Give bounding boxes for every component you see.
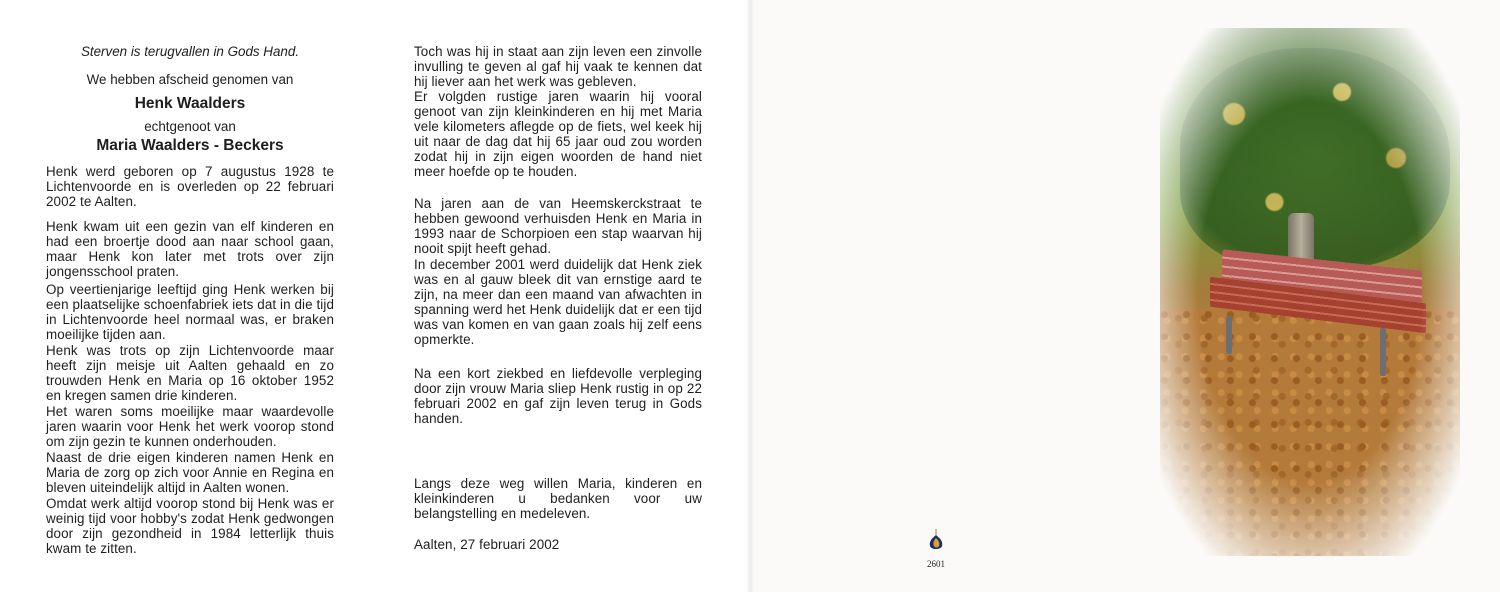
paragraph-retirement: Omdat werk altijd voorop stond bij Henk was er weinig tijd voor hobby's zodat Henk gedwongen door zijn gezondheid in 1984 letterlijk thuis kwam te zitten. (46, 496, 334, 557)
bench-photo (1160, 28, 1460, 556)
catalog-number: 2601 (927, 559, 945, 569)
tree-foliage (1180, 48, 1450, 268)
spouse-name: Maria Waalders - Beckers (96, 137, 284, 154)
bench-leg-right (1380, 328, 1386, 376)
bench-leg-left (1226, 316, 1232, 354)
paragraph-illness: In december 2001 werd duidelijk dat Henk ziek was en al gauw bleek dit van ernstige aard te zijn, na meer dan een maand van afwachten in spanning werd het Henk duidelijk dat er een tijd was van komen en van gaan zoals hij zelf eens opmerkte. (414, 257, 702, 348)
paragraph-meaningful-life: Toch was hij in staat aan zijn leven een zinvolle invulling te geven al gaf hij vaak te kennen dat hij liever aan het werk was gebleven. (414, 44, 702, 90)
photo-vignette (1160, 28, 1460, 556)
paragraph-passing: Na een kort ziekbed en liefdevolle verpleging door zijn vrouw Maria sliep Henk rustig in op 22 februari 2002 en gaf zijn leven terug in Gods handen. (414, 366, 702, 427)
paragraph-family: Henk kwam uit een gezin van elf kinderen en had een broertje dood aan naar school gaan, maar Henk kon later met trots over zijn jongensschool praten. (46, 219, 334, 280)
fallen-leaves (1160, 308, 1460, 556)
paragraph-work: Op veertienjarige leeftijd ging Henk werken bij een plaatselijke schoenfabriek iets dat in die tijd in Lichtenvoorde heel normaal was, er braken moeilijke tijden aan. (46, 282, 334, 343)
paragraph-years: Het waren soms moeilijke maar waardevolle jaren waarin voor Henk het werk voorop stond om zijn gezin te kunnen onderhouden. (46, 404, 334, 450)
paragraph-foster: Naast de drie eigen kinderen namen Henk en Maria de zorg op zich voor Annie en Regina en bleven uiteindelijk altijd in Aalten wonen. (46, 450, 334, 496)
flame-logo-icon (927, 529, 945, 553)
paragraph-thanks: Langs deze weg willen Maria, kinderen en kleinkinderen u bedanken voor uw belangstelling en medeleven. (414, 476, 702, 522)
deceased-name: Henk Waalders (134, 95, 246, 112)
paragraph-marriage: Henk was trots op zijn Lichtenvoorde maar heeft zijn meisje uit Aalten gehaald en zo trouwden Henk en Maria op 16 oktober 1952 en kregen samen drie kinderen. (46, 343, 334, 404)
paragraph-quiet-years: Er volgden rustige jaren waarin hij vooral genoot van zijn kleinkinderen en hij met Maria vele kilometers aflegde op de fiets, wel keek hij uit naar de dag dat hij 65 jaar oud zou worden zodat hij in zijn eigen woorden de hand niet meer hoefde op te houden. (414, 89, 702, 180)
motto: Sterven is terugvallen in Gods Hand. (80, 44, 300, 59)
intro-line: We hebben afscheid genomen van (86, 72, 294, 87)
spouse-label: echtgenoot van (144, 119, 236, 134)
card-fold (746, 0, 754, 592)
paragraph-birth: Henk werd geboren op 7 augustus 1928 te Lichtenvoorde en is overleden op 22 februari 2002 te Aalten. (46, 164, 334, 210)
place-date: Aalten, 27 februari 2002 (414, 537, 560, 552)
paragraph-move: Na jaren aan de van Heemskerckstraat te hebben gewoond verhuisden Henk en Maria in 1993 naar de Schorpioen een stap waarvan hij nooit spijt heeft gehad. (414, 196, 702, 257)
